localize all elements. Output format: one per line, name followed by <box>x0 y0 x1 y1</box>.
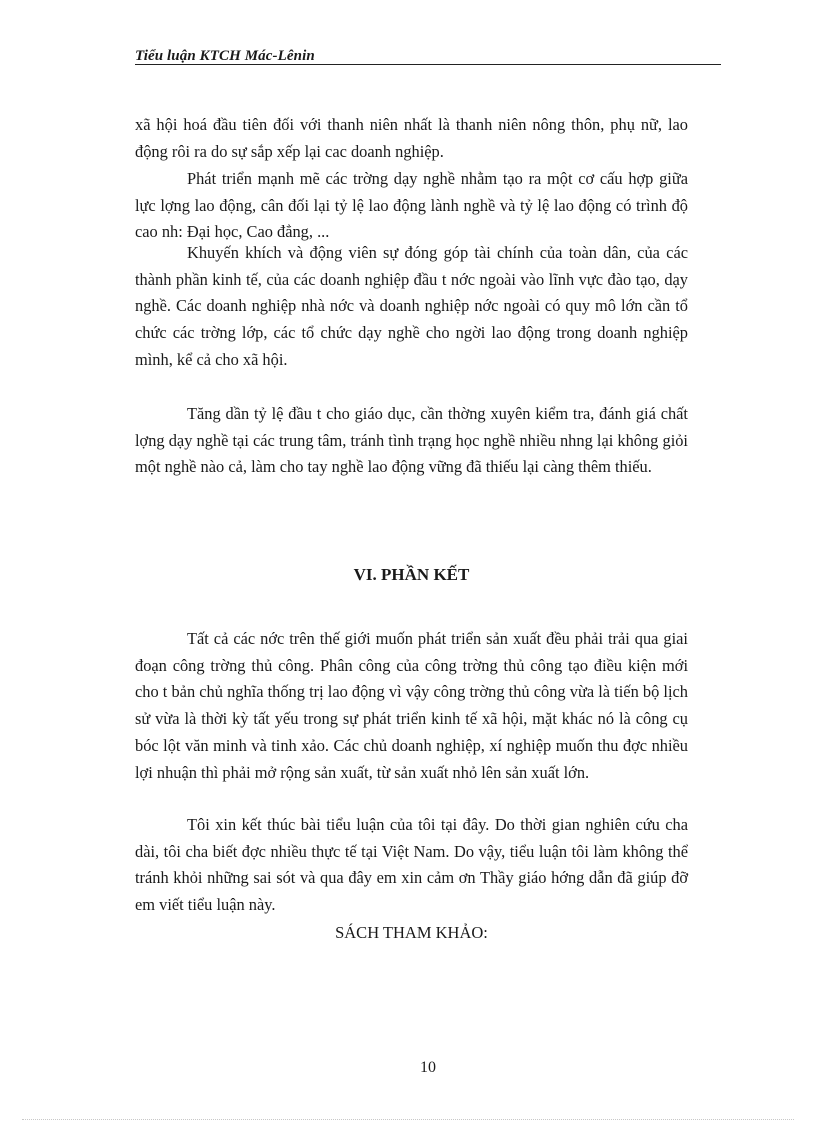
running-header: Tiểu luận KTCH Mác-Lênin <box>135 48 315 64</box>
paragraph-2: Phát triển mạnh mẽ các trờng dạy nghề nhằm tạo ra một cơ cấu hợp giữa lực lợng lao động, cân đối lại tỷ lệ lao động lành nghề và tỷ lệ lao động có trình độ cao nh: Đại học, Cao đẳng, ... <box>135 169 688 242</box>
header-rule <box>135 64 721 65</box>
paragraph-5: Tất cả các nớc trên thế giới muốn phát triển sản xuất đều phải trải qua giai đoạn công trờng thủ công. Phân công của công trờng thủ công tạo điều kiện mới cho t bản chủ nghĩa thống trị lao động vì vậy công trờng thủ công vừa là tiến bộ lịch sử vừa là thời kỳ tất yếu trong sự phát triển kinh tế xã hội, mặt khác nó là công cụ bóc lột văn minh và tinh xảo. Các chủ doanh nghiệp, xí nghiệp muốn thu đợc nhiều lợi nhuận thì phải mở rộng sản xuất, từ sản xuất nhỏ lên sản xuất lớn. <box>135 629 688 782</box>
page-number: 10 <box>420 1059 436 1076</box>
section-heading: VI. PHẦN KẾT <box>353 565 470 584</box>
references-heading: SÁCH THAM KHẢO: <box>335 923 488 942</box>
paragraph-4: Tăng dần tỷ lệ đầu t cho giáo dục, cần thờng xuyên kiểm tra, đánh giá chất lợng dạy nghề tại các trung tâm, tránh tình trạng học nghề nhiều nhng lại không giỏi một nghề nào cả, làm cho tay nghề lao động vững đã thiếu lại càng thêm thiếu. <box>135 404 688 477</box>
paragraph-6: Tôi xin kết thúc bài tiểu luận của tôi tại đây. Do thời gian nghiên cứu cha dài, tôi cha biết đợc nhiều thực tế tại Việt Nam. Do vậy, tiểu luận tôi làm không thể tránh khỏi những sai sót và qua đây em xin cảm ơn Thầy giáo hớng dẫn đã giúp đỡ em viết tiểu luận này. <box>135 815 688 915</box>
paragraph-1: xã hội hoá đầu tiên đối với thanh niên nhất là thanh niên nông thôn, phụ nữ, lao động rôi ra do sự sắp xếp lại cac doanh nghiệp. <box>135 115 688 161</box>
footer-rule <box>22 1119 794 1120</box>
paragraph-3: Khuyến khích và động viên sự đóng góp tài chính của toàn dân, của các thành phần kinh tế, của các doanh nghiệp đầu t nớc ngoài vào lĩnh vực đào tạo, dạy nghề. Các doanh nghiệp nhà nớc và doanh nghiệp nớc ngoài có quy mô lớn cần tổ chức các trờng lớp, các tổ chức dạy nghề cho ngời lao động trong doanh nghiệp mình, kể cả cho xã hội. <box>135 243 688 369</box>
